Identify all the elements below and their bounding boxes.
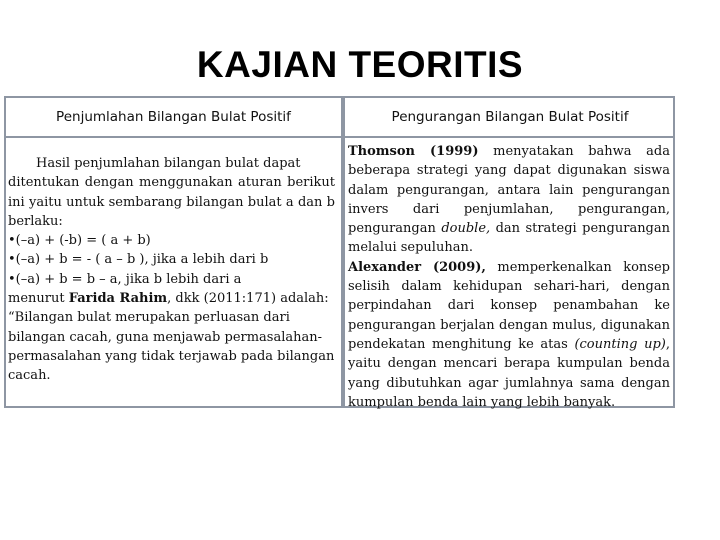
subtraction-content: [348, 142, 670, 412]
header-divider: [6, 136, 673, 138]
rule-line: •(–a) + b = - ( a – b ), jika a lebih dari b: [8, 252, 269, 268]
paragraph-thomson: Thomson (1999) menyatakan bahwa ada beberapa strategi yang dapat digunakan siswa dalam pengurangan, antara lain pengurangan invers dari penjumlahan, pengurangan, pengurangan double, dan strategi pengurangan melalui sepuluhan.: [348, 144, 671, 256]
text-line: Hasil penjumlahan bilangan bulat dapat: [36, 156, 301, 171]
text-line: ini yaitu untuk sembarang bilangan bulat a dan b: [8, 194, 335, 210]
quote-line: cacah.: [8, 368, 51, 384]
author-alexander: Alexander (2009),: [348, 259, 486, 275]
header-addition: Penjumlahan Bilangan Bulat Positif: [56, 109, 291, 125]
quote-intro: menurut Farida Rahim, dkk (2011:171) adalah:: [8, 291, 329, 307]
rule-line: •(–a) + (-b) = ( a + b): [8, 233, 151, 249]
addition-content: [8, 154, 335, 386]
quote-line: bilangan cacah, guna menjawab permasalahan-: [8, 329, 323, 345]
content-table: [4, 96, 675, 408]
column-divider: [341, 98, 345, 406]
quote-line: “Bilangan bulat merupakan perluasan dari: [8, 310, 290, 326]
page-title: KAJIAN TEORITIS: [196, 44, 524, 85]
quote-author: Farida Rahim: [68, 291, 168, 307]
header-subtraction: Pengurangan Bilangan Bulat Positif: [391, 109, 629, 125]
quote-line: permasalahan yang tidak terjawab pada bilangan: [8, 348, 335, 364]
text-line: ditentukan dengan menggunakan aturan berikut: [8, 175, 335, 191]
author-thomson: Thomson (1999): [348, 144, 479, 159]
paragraph-alexander: Alexander (2009), memperkenalkan konsep selisih dalam kehidupan sehari-hari, dengan perpindahan dari konsep penambahan ke pengurangan berjalan dengan mulus, digunakan pendekatan menghitung ke atas (counting up), yaitu dengan mencari berapa kumpulan benda yang dibutuhkan agar jumlahnya sama dengan kumpulan benda lain yang lebih banyak.: [348, 259, 670, 410]
rule-line: •(–a) + b = b – a, jika b lebih dari a: [8, 271, 242, 287]
text-line: berlaku:: [8, 213, 63, 229]
